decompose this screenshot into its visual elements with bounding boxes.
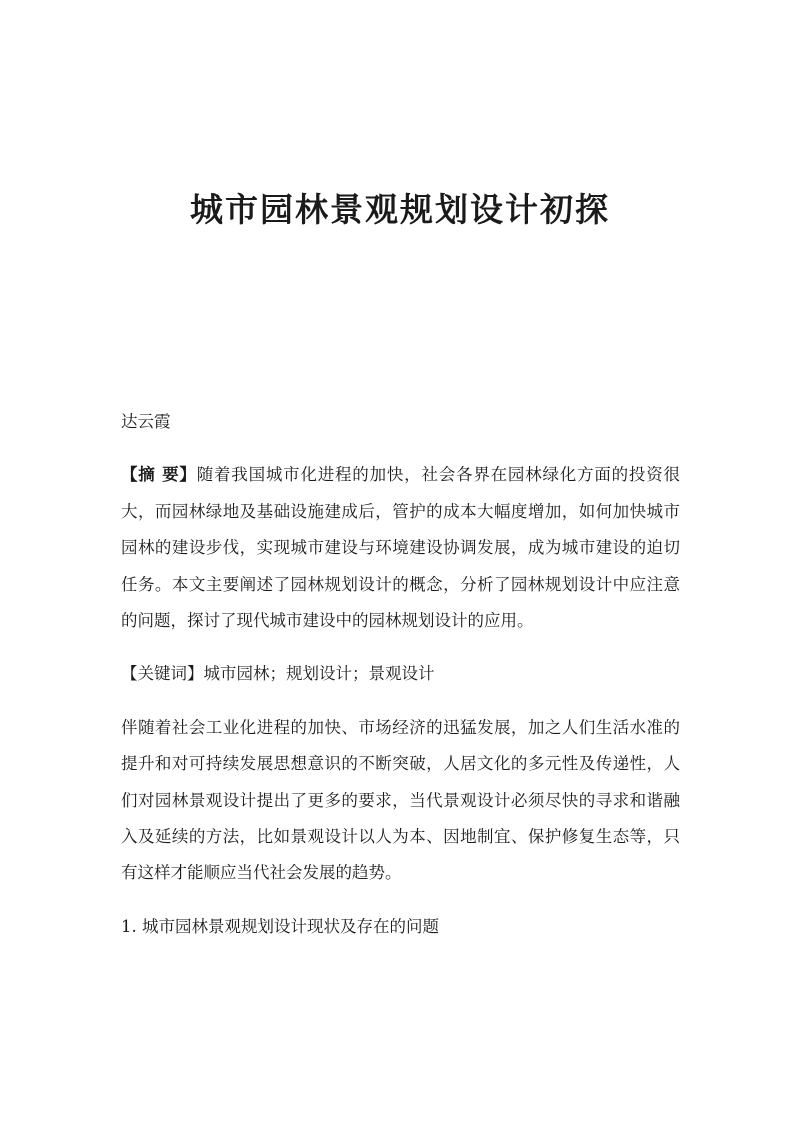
abstract-paragraph (121, 457, 680, 639)
paper-content (121, 404, 680, 945)
keywords-label: 【关键词】 (121, 664, 204, 684)
author-name: 达云霞 (121, 412, 171, 431)
section-heading: 1. 城市园林景观规划设计现状及存在的问题 (121, 916, 439, 936)
paper-title: 城市园林景观规划设计初探 (190, 190, 610, 229)
abstract-label: 【摘 要】 (121, 465, 197, 485)
abstract-text: 随着我国城市化进程的加快，社会各界在园林绿化方面的投资很大，而园林绿地及基础设施建成后，管护的成本大幅度增加，如何加快城市园林的建设步伐，实现城市建设与环境建设协调发展，成为城市建设的迫切任务。本文主要阐述了园林规划设计的概念，分析了园林规划设计中应注意的问题，探讨了现代城市建设中的园林规划设计的应用。 (121, 465, 681, 631)
keywords-text: 城市园林；规划设计；景观设计 (203, 664, 435, 684)
keywords-paragraph (121, 656, 680, 692)
body-paragraph: 伴随着社会工业化进程的加快、市场经济的迅猛发展，加之人们生活水准的提升和对可持续发展思想意识的不断突破，人居文化的多元性及传递性，人们对园林景观设计提出了更多的要求，当代景观设计必须尽快的寻求和谐融入及延续的方法，比如景观设计以人为本、因地制宜、保护修复生态等，只有这样才能顺应当代社会发展的趋势。 (121, 717, 680, 883)
